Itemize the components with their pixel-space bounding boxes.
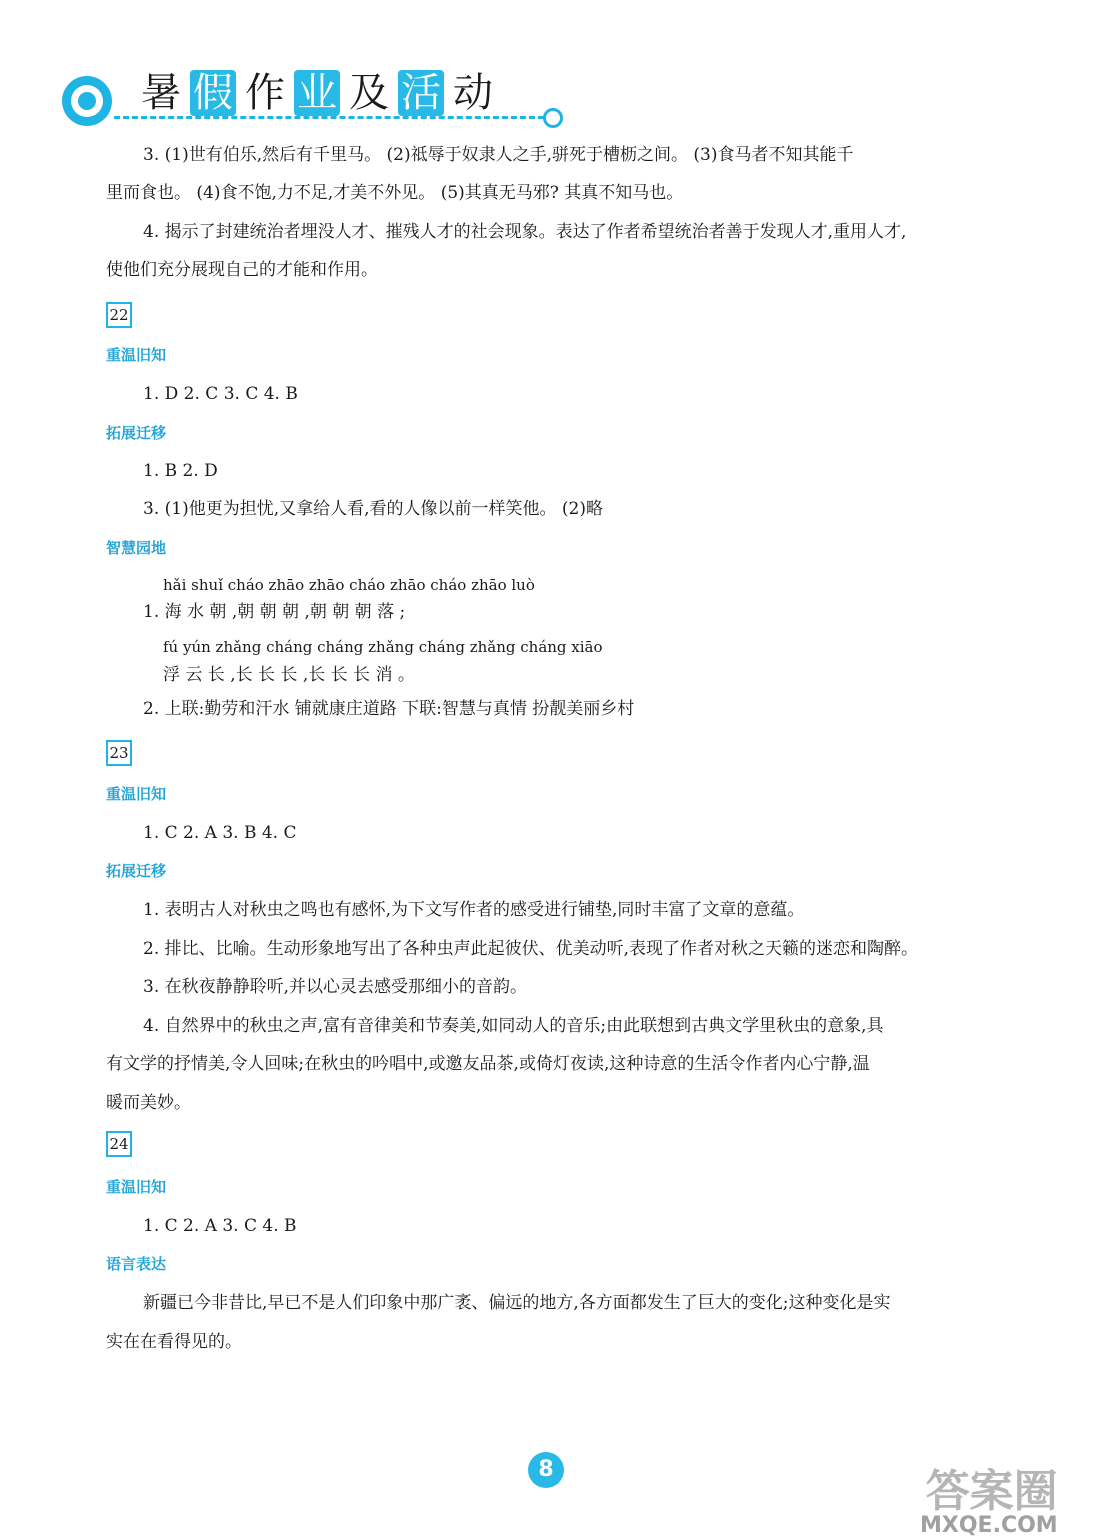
watermark-text: 答案圈 (925, 1466, 1058, 1517)
answer-line: 1. B 2. D (143, 461, 218, 481)
answer-line: 2. 排比、比喻。生动形象地写出了各种虫声此起彼伏、优美动听,表现了作者对秋之天籁的迷恋和陶醉。 (143, 939, 919, 959)
sub-heading: 拓展迁移 (106, 862, 167, 880)
sub-heading: 重温旧知 (106, 785, 167, 803)
book-title (138, 70, 496, 118)
pinyin-line: hǎi shuǐ cháo zhāo zhāo cháo zhāo cháo zhāo luò (163, 576, 535, 594)
sub-heading: 语言表达 (106, 1255, 167, 1273)
sub-heading: 重温旧知 (106, 1178, 167, 1196)
pinyin-line: fú yún zhǎng cháng cháng zhǎng cháng zhǎng cháng xiāo (163, 638, 603, 656)
answer-line: 暖而美妙。 (106, 1093, 191, 1113)
answer-line: 3. (1)他更为担忧,又拿给人看,看的人像以前一样笑他。 (2)略 (143, 499, 603, 519)
answer-line: 1. D 2. C 3. C 4. B (143, 384, 298, 404)
sub-heading: 智慧园地 (106, 539, 167, 557)
answer-line: 3. (1)世有伯乐,然后有千里马。 (2)祗辱于奴隶人之手,骈死于槽枥之间。 (3)食马者不知其能千 (143, 145, 854, 165)
target-ring-icon (62, 76, 112, 126)
answer-line: 4. 自然界中的秋虫之声,富有音律美和节奏美,如同动人的音乐;由此联想到古典文学里秋虫的意象,具 (143, 1016, 884, 1036)
couplet-line: 1. 海 水 朝 ,朝 朝 朝 ,朝 朝 朝 落 ; (143, 602, 406, 622)
title-char: 活 (398, 70, 444, 116)
title-char: 暑 (141, 70, 181, 116)
answer-line: 4. 揭示了封建统治者埋没人才、摧残人才的社会现象。表达了作者希望统治者善于发现人才,重用人才, (143, 222, 907, 242)
section-number-23: 23 (106, 740, 132, 766)
answer-line: 1. C 2. A 3. C 4. B (143, 1216, 297, 1236)
page-header (0, 0, 1094, 140)
answer-line: 1. 表明古人对秋虫之鸣也有感怀,为下文写作者的感受进行铺垫,同时丰富了文章的意蕴。 (143, 900, 805, 920)
answer-line: 新疆已今非昔比,早已不是人们印象中那广袤、偏远的地方,各方面都发生了巨大的变化;这种变化是实 (143, 1293, 891, 1313)
section-number-24: 24 (106, 1131, 132, 1157)
watermark-url: MXQE.COM (920, 1513, 1058, 1538)
section-number-22: 22 (106, 302, 132, 328)
answer-line: 有文学的抒情美,令人回味;在秋虫的吟唱中,或邀友品茶,或倚灯夜读,这种诗意的生活令作者内心宁静,温 (106, 1054, 870, 1074)
title-char: 业 (294, 70, 340, 116)
title-char: 及 (349, 70, 389, 116)
divider-end-dot (543, 108, 563, 128)
answer-line: 3. 在秋夜静静聆听,并以心灵去感受那细小的音韵。 (143, 977, 528, 997)
title-char: 作 (245, 70, 285, 116)
sub-heading: 重温旧知 (106, 346, 167, 364)
sub-heading: 拓展迁移 (106, 424, 167, 442)
title-char: 动 (453, 70, 493, 116)
header-dashed-divider (114, 116, 544, 119)
answer-line: 实在在看得见的。 (106, 1332, 242, 1352)
answer-line: 里而食也。 (4)食不饱,力不足,才美不外见。 (5)其真无马邪? 其真不知马也。 (106, 183, 684, 203)
title-char: 假 (190, 70, 236, 116)
couplet-line: 浮 云 长 ,长 长 长 ,长 长 长 消 。 (163, 665, 415, 685)
answer-line: 2. 上联:勤劳和汗水 铺就康庄道路 下联:智慧与真情 扮靓美丽乡村 (143, 699, 635, 719)
page-number: 8 (528, 1452, 564, 1488)
answer-line: 1. C 2. A 3. B 4. C (143, 823, 297, 843)
watermark-logo (920, 1466, 1058, 1538)
answer-line: 使他们充分展现自己的才能和作用。 (106, 260, 378, 280)
